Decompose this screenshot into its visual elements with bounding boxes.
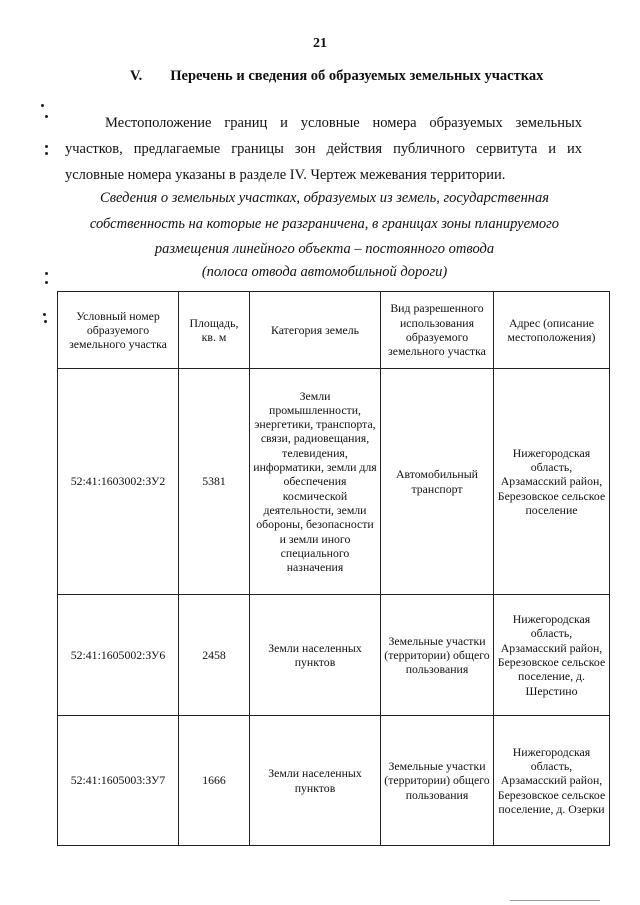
scan-mark (43, 313, 46, 316)
caption-line-3: размещения линейного объекта – постоянного отвода (154, 241, 495, 257)
table-row (58, 369, 610, 595)
cell-permitted-use: Автомобильный транспорт (381, 369, 494, 595)
section-number: V. (130, 68, 143, 84)
cell-address: Нижегородская область, Арзамасский район, Березовское сельское поселение (494, 369, 610, 595)
scan-speck (510, 900, 600, 901)
table-row (58, 716, 610, 846)
table-caption (62, 186, 587, 263)
cell-plot-number: 52:41:1605003:ЗУ7 (58, 716, 179, 846)
cell-plot-number: 52:41:1603002:ЗУ2 (58, 369, 179, 595)
section-heading (130, 68, 543, 85)
page-number: 21 (313, 36, 327, 51)
intro-text: Местоположение границ и условные номера образуемых земельных участков, предлагаемые границы зон действия публичного сервитута и их условные номера указаны в разделе IV. Чертеж межевания территории. (65, 115, 582, 183)
scan-mark (41, 104, 44, 107)
scan-mark (45, 152, 48, 155)
cell-address: Нижегородская область, Арзамасский район, Березовское сельское поселение, д. Озерки (494, 716, 610, 846)
cell-permitted-use: Земельные участки (территории) общего пользования (381, 716, 494, 846)
scan-mark (44, 320, 47, 323)
header-plot-number: Условный номер образуемого земельного участка (58, 292, 179, 369)
cell-plot-number: 52:41:1605002:ЗУ6 (58, 595, 179, 716)
caption-line-2: собственность на которые не разграничена, в границах зоны планируемого (89, 215, 560, 232)
caption-note: (полоса отвода автомобильной дороги) (201, 264, 448, 280)
header-area: Площадь, кв. м (179, 292, 250, 369)
cell-area: 5381 (179, 369, 250, 595)
scan-mark (45, 115, 48, 118)
intro-paragraph (65, 110, 582, 188)
header-permitted-use: Вид разрешенного использования образуемого земельного участка (381, 292, 494, 369)
table-header-row (58, 292, 610, 369)
scan-mark (45, 281, 48, 284)
cell-area: 1666 (179, 716, 250, 846)
scan-mark (45, 145, 48, 148)
caption-line-1: Сведения о земельных участках, образуемых из земель, государственная (100, 190, 549, 206)
cell-category: Земли населенных пунктов (250, 716, 381, 846)
section-title: Перечень и сведения об образуемых земельных участках (170, 68, 544, 84)
header-category: Категория земель (250, 292, 381, 369)
cell-category: Земли промышленности, энергетики, транспорта, связи, радиовещания, телевидения, информатики, земли для обеспечения космической деятельности, земли обороны, безопасности и земли иного специального назначения (250, 369, 381, 595)
cell-permitted-use: Земельные участки (территории) общего пользования (381, 595, 494, 716)
header-address: Адрес (описание местоположения) (494, 292, 610, 369)
cell-area: 2458 (179, 595, 250, 716)
table-row (58, 595, 610, 716)
cell-address: Нижегородская область, Арзамасский район, Березовское сельское поселение, д. Шерстино (494, 595, 610, 716)
cell-category: Земли населенных пунктов (250, 595, 381, 716)
land-plots-table (57, 291, 610, 846)
scan-mark (45, 272, 48, 275)
